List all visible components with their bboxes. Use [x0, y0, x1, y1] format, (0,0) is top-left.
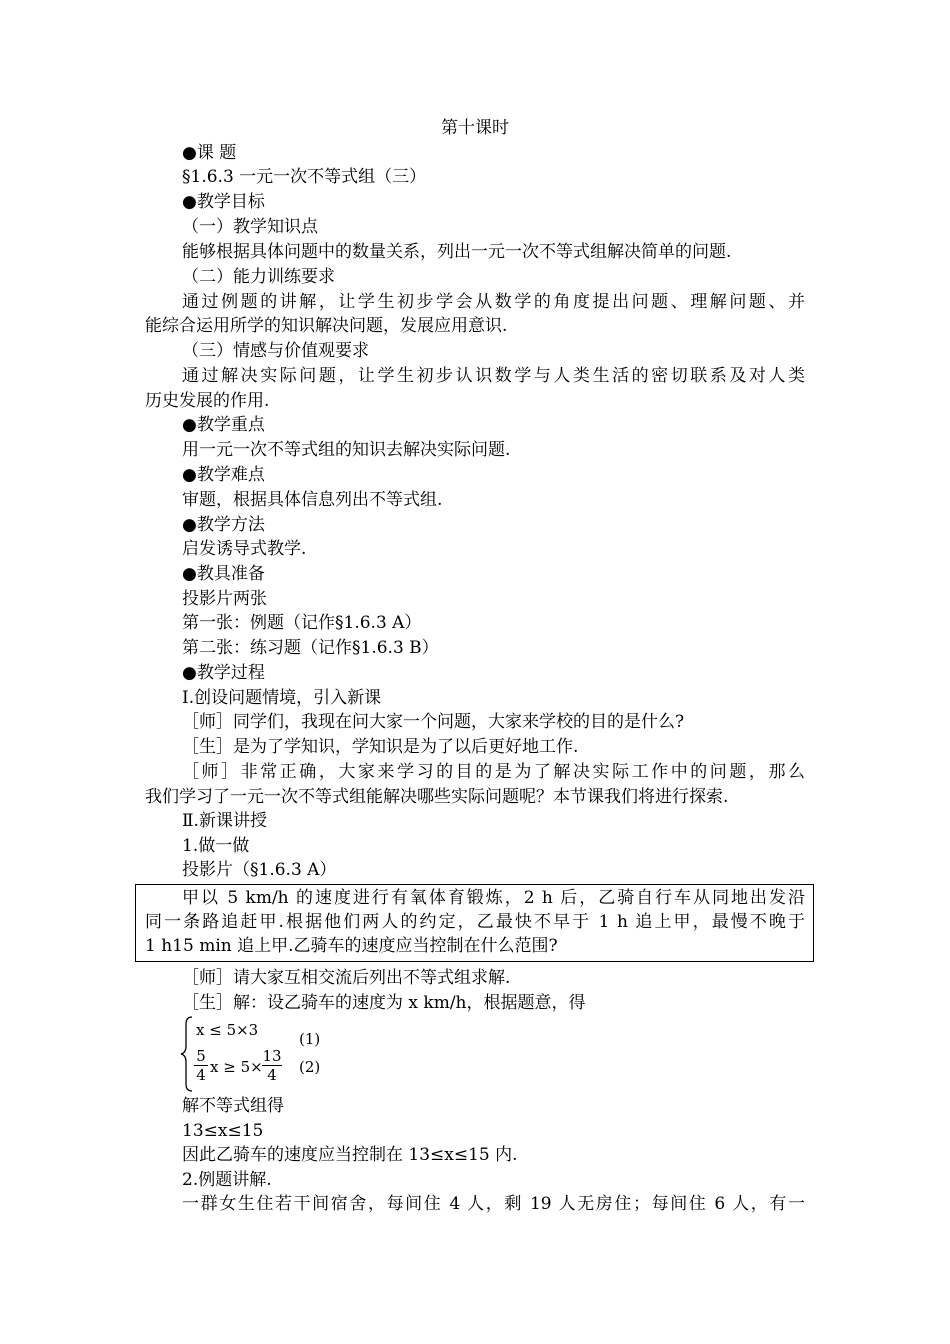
- fraction-numerator: 13: [262, 1047, 282, 1065]
- paragraph-line: 通过解决实际问题，让学生初步认识数学与人类生活的密切联系及对人类: [182, 366, 805, 386]
- dialogue-line: ［师］同学们，我现在问大家一个问题，大家来学校的目的是什么?: [182, 712, 685, 732]
- section-heading-difficulty: ●教学难点: [182, 465, 265, 485]
- fraction-thirteen-fourths: [262, 1048, 282, 1083]
- paragraph-line: 能够根据具体问题中的数量关系，列出一元一次不等式组解决简单的问题.: [182, 242, 732, 262]
- inequality-1: x ≤ 5×3: [196, 1021, 259, 1039]
- subheading-values: （三）情感与价值观要求: [182, 341, 369, 361]
- subheading-ability: （二）能力训练要求: [182, 267, 335, 287]
- dialogue-line: ［师］非常正确，大家来学习的目的是为了解决实际工作中的问题，那么: [182, 762, 805, 782]
- subheading-example: 2.例题讲解.: [182, 1170, 272, 1190]
- paragraph-line: 用一元一次不等式组的知识去解决实际问题.: [182, 440, 511, 460]
- paragraph-line: 投影片两张: [182, 589, 267, 609]
- subheading-try: 1.做一做: [182, 836, 250, 856]
- subheading-step-2: Ⅱ.新课讲授: [182, 811, 267, 831]
- lesson-subtitle: §1.6.3 一元一次不等式组（三）: [182, 167, 427, 187]
- section-heading-process: ●教学过程: [182, 663, 265, 683]
- inequality-2-tag: (2): [299, 1058, 321, 1076]
- dialogue-line: ［师］请大家互相交流后列出不等式组求解.: [182, 968, 511, 988]
- section-heading-method: ●教学方法: [182, 515, 265, 535]
- paragraph-line: 能综合运用所学的知识解决问题，发展应用意识.: [145, 316, 508, 336]
- section-heading-materials: ●教具准备: [182, 564, 265, 584]
- paragraph-line: 审题，根据具体信息列出不等式组.: [182, 490, 443, 510]
- fraction-denominator: 4: [267, 1066, 277, 1084]
- inequality-1-tag: (1): [299, 1030, 321, 1048]
- solution-result: 13≤x≤15: [182, 1121, 264, 1141]
- paragraph-line: 第一张：例题（记作§1.6.3 A）: [182, 613, 422, 633]
- paragraph-line: 一群女生住若干间宿舍，每间住 4 人，剩 19 人无房住；每间住 6 人，有一: [182, 1194, 805, 1214]
- paragraph-line: 历史发展的作用.: [145, 391, 270, 411]
- dialogue-line: ［生］解：设乙骑车的速度为 x km/h，根据题意，得: [182, 993, 586, 1013]
- section-heading-goals: ●教学目标: [182, 192, 265, 212]
- fraction-numerator: 5: [196, 1047, 206, 1065]
- paragraph-line: 通过例题的讲解，让学生初步学会从数学的角度提出问题、理解问题、并: [182, 292, 805, 312]
- problem-line: 1 h15 min 追上甲.乙骑车的速度应当控制在什么范围?: [145, 936, 558, 956]
- inequality-2: x ≥ 5×: [210, 1058, 263, 1076]
- paragraph-line: 解不等式组得: [182, 1096, 284, 1116]
- dialogue-line: ［生］是为了学知识，学知识是为了以后更好地工作.: [182, 737, 579, 757]
- dialogue-line: 我们学习了一元一次不等式组能解决哪些实际问题呢？本节课我们将进行探索.: [145, 787, 729, 807]
- problem-line: 同一条路追赶甲.根据他们两人的约定，乙最快不早于 1 h 追上甲，最慢不晚于: [145, 912, 805, 932]
- section-heading-key-points: ●教学重点: [182, 415, 265, 435]
- subheading-step-1: Ⅰ.创设问题情境，引入新课: [182, 688, 382, 708]
- left-brace: [180, 1016, 194, 1092]
- paragraph-line: 投影片（§1.6.3 A）: [182, 860, 337, 880]
- problem-line: 甲以 5 km/h 的速度进行有氧体育锻炼，2 h 后，乙骑自行车从同地出发沿: [182, 888, 805, 908]
- section-heading-topic: ●课 题: [182, 143, 237, 163]
- paragraph-line: 第二张：练习题（记作§1.6.3 B）: [182, 638, 439, 658]
- fraction-five-fourths: [194, 1048, 208, 1083]
- page-title: 第十课时: [441, 118, 509, 138]
- fraction-denominator: 4: [196, 1066, 206, 1084]
- paragraph-line: 启发诱导式教学.: [182, 539, 307, 559]
- paragraph-line: 因此乙骑车的速度应当控制在 13≤x≤15 内.: [182, 1145, 518, 1165]
- subheading-knowledge: （一）教学知识点: [182, 217, 318, 237]
